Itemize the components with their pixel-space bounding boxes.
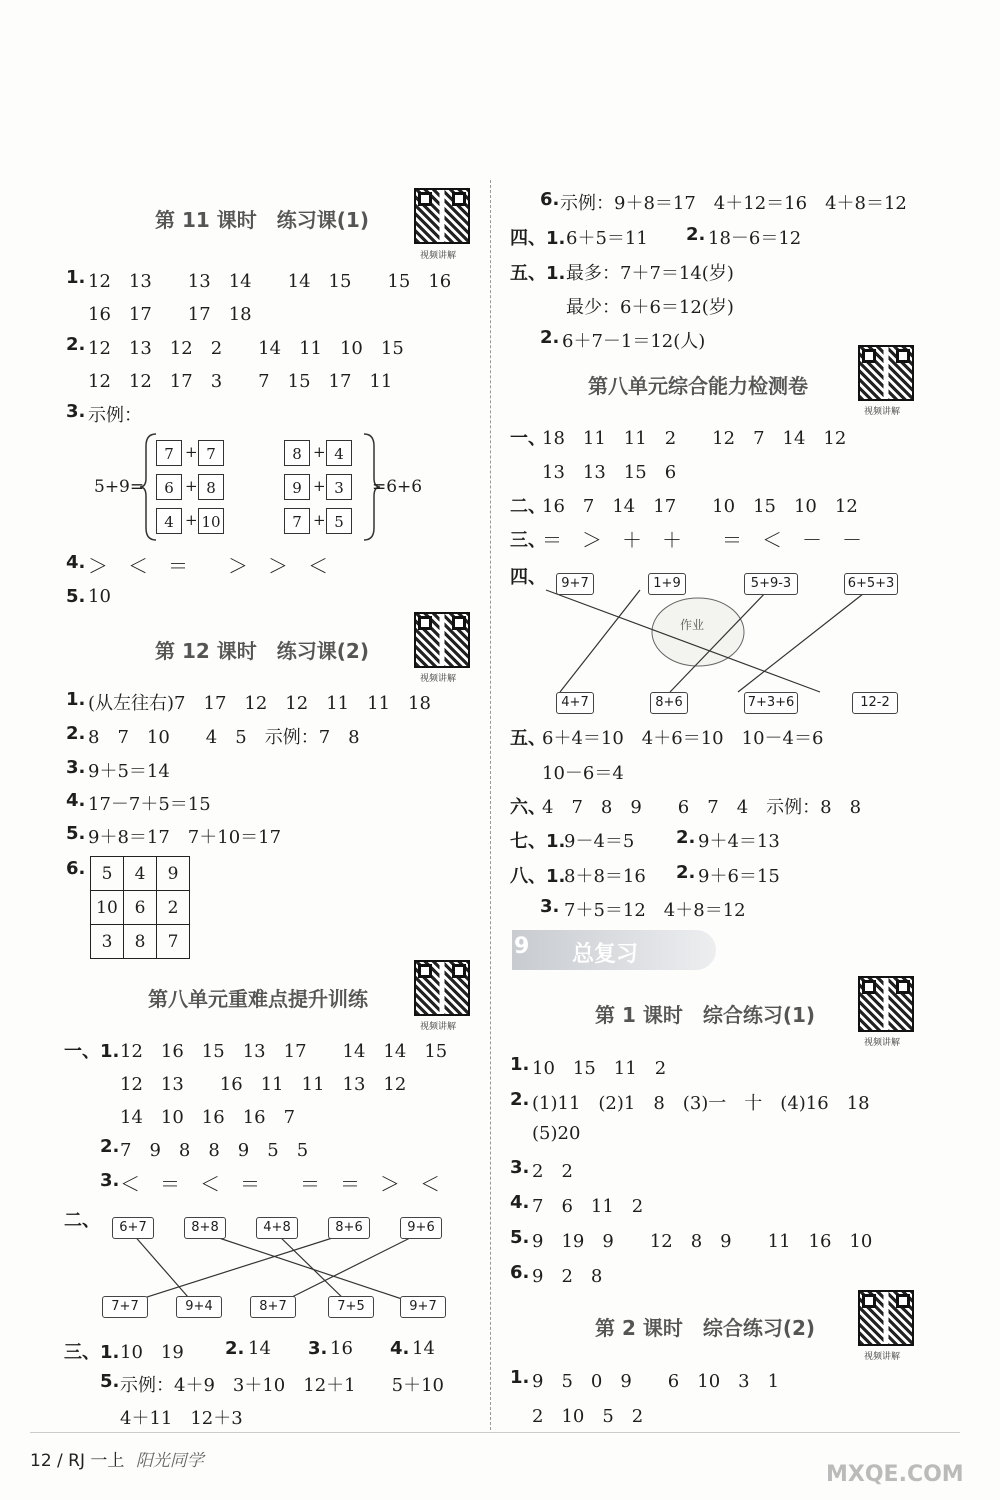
qr-code-icon[interactable]: [858, 976, 914, 1032]
expression-card: 8+8: [184, 1217, 226, 1239]
answer-line: 13 13 15 6: [542, 462, 677, 483]
q-num: 2.: [686, 224, 706, 245]
answer-line: 12 12 17 3 7 15 17 11: [88, 371, 393, 392]
qr-label: 视频讲解: [864, 407, 901, 417]
q-num: 二、: [64, 1210, 100, 1231]
number-box: 8: [198, 474, 224, 500]
expression-card: 6+5+3: [844, 573, 898, 595]
answer-line: 16 7 14 17 10 15 10 12: [542, 496, 858, 517]
q-num: 八、1.: [510, 866, 566, 887]
answer-line: 7 9 8 8 9 5 5: [120, 1140, 309, 1161]
answer-line: 12 13 12 2 14 11 10 15: [88, 338, 404, 359]
answer-line: 18－6＝12: [708, 228, 802, 249]
answer-line: 10: [88, 586, 111, 607]
qr-label: 视频讲解: [420, 674, 457, 684]
answer-line: 18 11 11 2 12 7 14 12: [542, 428, 847, 449]
q-num: 5.: [66, 823, 86, 844]
qr-code-icon[interactable]: [858, 1290, 914, 1346]
footer-rule: [30, 1432, 960, 1433]
answer-line: 9 2 8: [532, 1266, 603, 1287]
grid-cell: 8: [124, 925, 157, 959]
grid-cell: 3: [91, 925, 124, 959]
answer-line: 7 6 11 2: [532, 1196, 644, 1217]
answer-line: 14: [412, 1338, 435, 1359]
answer-line: 8 7 10 4 5 示例：7 8: [88, 727, 360, 748]
q-num: 1.: [510, 1367, 530, 1388]
answer-line: 示例：: [88, 405, 142, 426]
answer-line: 6＋7－1＝12(人): [562, 331, 706, 352]
q-num: 四、1.: [510, 228, 566, 249]
q-num: 4.: [66, 790, 86, 811]
plus-sign: +: [313, 511, 326, 529]
qr-label: 视频讲解: [420, 1022, 457, 1032]
answer-line: 最多：7＋7＝14(岁): [566, 263, 734, 284]
answer-line: ＝ ＞ ＋ ＋ ＝ ＜ － －: [542, 528, 862, 552]
q-num: 1.: [66, 689, 86, 710]
match-line: [738, 590, 868, 692]
grid-cell: 5: [91, 857, 124, 891]
answer-line: 12 13 13 14 14 15 15 16: [88, 271, 452, 292]
lesson12-title: 第 12 课时 练习课(2): [155, 639, 369, 663]
answer-line: 示例：4＋9 3＋10 12＋1 5＋10: [120, 1375, 444, 1396]
q-num: 六、: [510, 797, 546, 818]
q-num: 五、: [510, 728, 546, 749]
q-num: 2.: [540, 327, 560, 348]
answer-line: 2 2: [532, 1161, 573, 1182]
qr-code-icon[interactable]: [414, 612, 470, 668]
q-num: 5.: [100, 1371, 120, 1392]
expression-card: 8+6: [328, 1217, 370, 1239]
expression-card: 5+9-3: [744, 573, 798, 595]
expression-card: 8+6: [650, 692, 688, 714]
q-num: 1.: [66, 267, 86, 288]
match-line: [132, 1233, 195, 1305]
number-box: 5: [326, 508, 352, 534]
q-num: 5.: [66, 586, 86, 607]
expression-card: 9+4: [176, 1296, 222, 1318]
answer-line: 12 13 16 11 11 13 12: [120, 1074, 407, 1095]
answer-line: 最少：6＋6＝12(岁): [566, 297, 734, 318]
equation-left: 5+9=: [94, 477, 145, 497]
q-num: 6.: [66, 858, 86, 879]
q-num: 3.: [66, 757, 86, 778]
number-box: 3: [326, 474, 352, 500]
plus-sign: +: [185, 511, 198, 529]
answer-line: 2 10 5 2: [532, 1406, 644, 1427]
answer-line: (从左往右)7 17 12 12 11 11 18: [88, 693, 431, 714]
page-footer: [30, 1446, 204, 1471]
q-num: 4.: [66, 552, 86, 573]
q-num: 5.: [510, 1227, 530, 1248]
q-num: 2.: [100, 1136, 120, 1157]
expression-card: 7+5: [328, 1296, 374, 1318]
grid-cell: 9: [157, 857, 190, 891]
q-num: 三、: [510, 530, 546, 551]
q-num: 3.: [308, 1338, 328, 1359]
qr-code-icon[interactable]: [414, 960, 470, 1016]
unit8-key-title: 第八单元重难点提升训练: [148, 987, 368, 1011]
magic-square-grid: [90, 856, 190, 959]
answer-line: 17－7＋5＝15: [88, 794, 211, 815]
expression-card: 12-2: [852, 692, 898, 714]
plus-sign: +: [313, 443, 326, 461]
expression-card: 9+6: [400, 1217, 442, 1239]
answer-line: 9＋6＝15: [698, 866, 780, 887]
qr-code-icon[interactable]: [858, 345, 914, 401]
q-num: 6.: [510, 1262, 530, 1283]
qr-code-icon[interactable]: [414, 188, 470, 244]
answer-line: 4＋11 12＋3: [120, 1408, 243, 1429]
q-num: 2.: [510, 1089, 530, 1110]
answer-line: 6＋5＝11: [566, 228, 648, 249]
answer-line: ＞ ＜ ＝ ＞ ＞ ＜: [88, 554, 328, 578]
expression-card: 7+7: [102, 1296, 148, 1318]
number-box: 9: [284, 474, 310, 500]
q-num: 3.: [100, 1170, 120, 1191]
answer-line: 4 7 8 9 6 7 4 示例：8 8: [542, 797, 862, 818]
expression-card: 8+7: [250, 1296, 296, 1318]
page-number: 12 / RJ 一上: [30, 1451, 125, 1471]
q-num: 2.: [66, 334, 86, 355]
answer-line: 16 17 17 18: [88, 304, 252, 325]
watermark: MXQE.COM: [826, 1462, 964, 1487]
number-box: 8: [284, 440, 310, 466]
unit9-title: 总复习: [572, 942, 639, 967]
q-num: 6.: [540, 189, 560, 210]
q-num: 1.: [510, 1054, 530, 1075]
match-line: [276, 1233, 420, 1305]
plus-sign: +: [185, 443, 198, 461]
number-box: 4: [156, 508, 182, 534]
answer-line: 示例：9＋8＝17 4＋12＝16 4＋8＝12: [560, 193, 907, 214]
answer-line: 10 19: [120, 1342, 184, 1363]
expression-card: 4+8: [256, 1217, 298, 1239]
unit9-number: 9: [514, 934, 530, 959]
q-num: 五、1.: [510, 263, 566, 284]
q-num: 3.: [66, 401, 86, 422]
answer-line: (5)20: [532, 1123, 581, 1144]
plus-sign: +: [185, 477, 198, 495]
unit8-test-title: 第八单元综合能力检测卷: [588, 374, 808, 398]
expression-card: 9+7: [400, 1296, 446, 1318]
match-line: [560, 590, 640, 692]
grid-cell: 4: [124, 857, 157, 891]
answer-line: 9＋8＝17 7＋10＝17: [88, 827, 282, 848]
plus-sign: +: [313, 477, 326, 495]
q-num: 四、: [510, 567, 546, 588]
answer-line: 9＋5＝14: [88, 761, 170, 782]
answer-line: ＜ ＝ ＜ ＝ ＝ ＝ ＞ ＜: [120, 1172, 440, 1196]
answer-line: (1)11 (2)1 8 (3)一 十 (4)16 18: [532, 1093, 870, 1114]
answer-line: 14 10 16 16 7: [120, 1107, 296, 1128]
q-num: 二、: [510, 496, 546, 517]
equation-right: =6+6: [372, 477, 423, 497]
answer-line: 14: [248, 1338, 271, 1359]
expression-card: 9+7: [556, 573, 594, 595]
answer-line: 9－4＝5: [564, 831, 635, 852]
column-divider: [490, 180, 491, 1430]
grid-cell: 7: [157, 925, 190, 959]
unit9-lesson2-title: 第 2 课时 综合练习(2): [595, 1316, 816, 1340]
answer-line: 9 5 0 9 6 10 3 1: [532, 1371, 780, 1392]
number-box: 7: [284, 508, 310, 534]
number-box: 7: [198, 440, 224, 466]
expression-card: 4+7: [556, 692, 594, 714]
q-num: 2.: [66, 723, 86, 744]
answer-line: 8＋8＝16: [564, 866, 646, 887]
q-num: 七、1.: [510, 831, 566, 852]
lesson11-title: 第 11 课时 练习课(1): [155, 208, 369, 232]
answer-line: 12 16 15 13 17 14 14 15: [120, 1041, 448, 1062]
grid-cell: 6: [124, 891, 157, 925]
expression-card: 7+3+6: [744, 692, 798, 714]
q-num: 4.: [390, 1338, 410, 1359]
answer-line: 16: [330, 1338, 353, 1359]
q-num: 3.: [540, 896, 560, 917]
q-num: 4.: [510, 1192, 530, 1213]
q-num: 一、1.: [64, 1041, 120, 1062]
answer-line: 6＋4＝10 4＋6＝10 10－4＝6: [542, 728, 824, 749]
number-box: 10: [198, 508, 224, 534]
number-box: 6: [156, 474, 182, 500]
number-box: 7: [156, 440, 182, 466]
q-num: 2.: [225, 1338, 245, 1359]
answer-line: 7＋5＝12 4＋8＝12: [564, 900, 746, 921]
grid-cell: 10: [91, 891, 124, 925]
qr-label: 视频讲解: [864, 1038, 901, 1048]
q-num: 三、1.: [64, 1342, 120, 1363]
number-box: 4: [326, 440, 352, 466]
expression-card: 1+9: [648, 573, 686, 595]
homework-label: 作业: [680, 618, 705, 632]
answer-line: 10－6＝4: [542, 763, 624, 784]
q-num: 一、: [510, 428, 546, 449]
unit9-lesson1-title: 第 1 课时 综合练习(1): [595, 1003, 816, 1027]
qr-label: 视频讲解: [864, 1352, 901, 1362]
expression-card: 6+7: [112, 1217, 154, 1239]
q-num: 3.: [510, 1157, 530, 1178]
grid-cell: 2: [157, 891, 190, 925]
brand-logo: 阳光同学: [135, 1451, 204, 1471]
answer-line: 9 19 9 12 8 9 11 16 10: [532, 1231, 873, 1252]
q-num: 2.: [676, 827, 696, 848]
answer-line: 9＋4＝13: [698, 831, 780, 852]
answer-line: 10 15 11 2: [532, 1058, 667, 1079]
q-num: 2.: [676, 862, 696, 883]
qr-label: 视频讲解: [420, 251, 457, 261]
